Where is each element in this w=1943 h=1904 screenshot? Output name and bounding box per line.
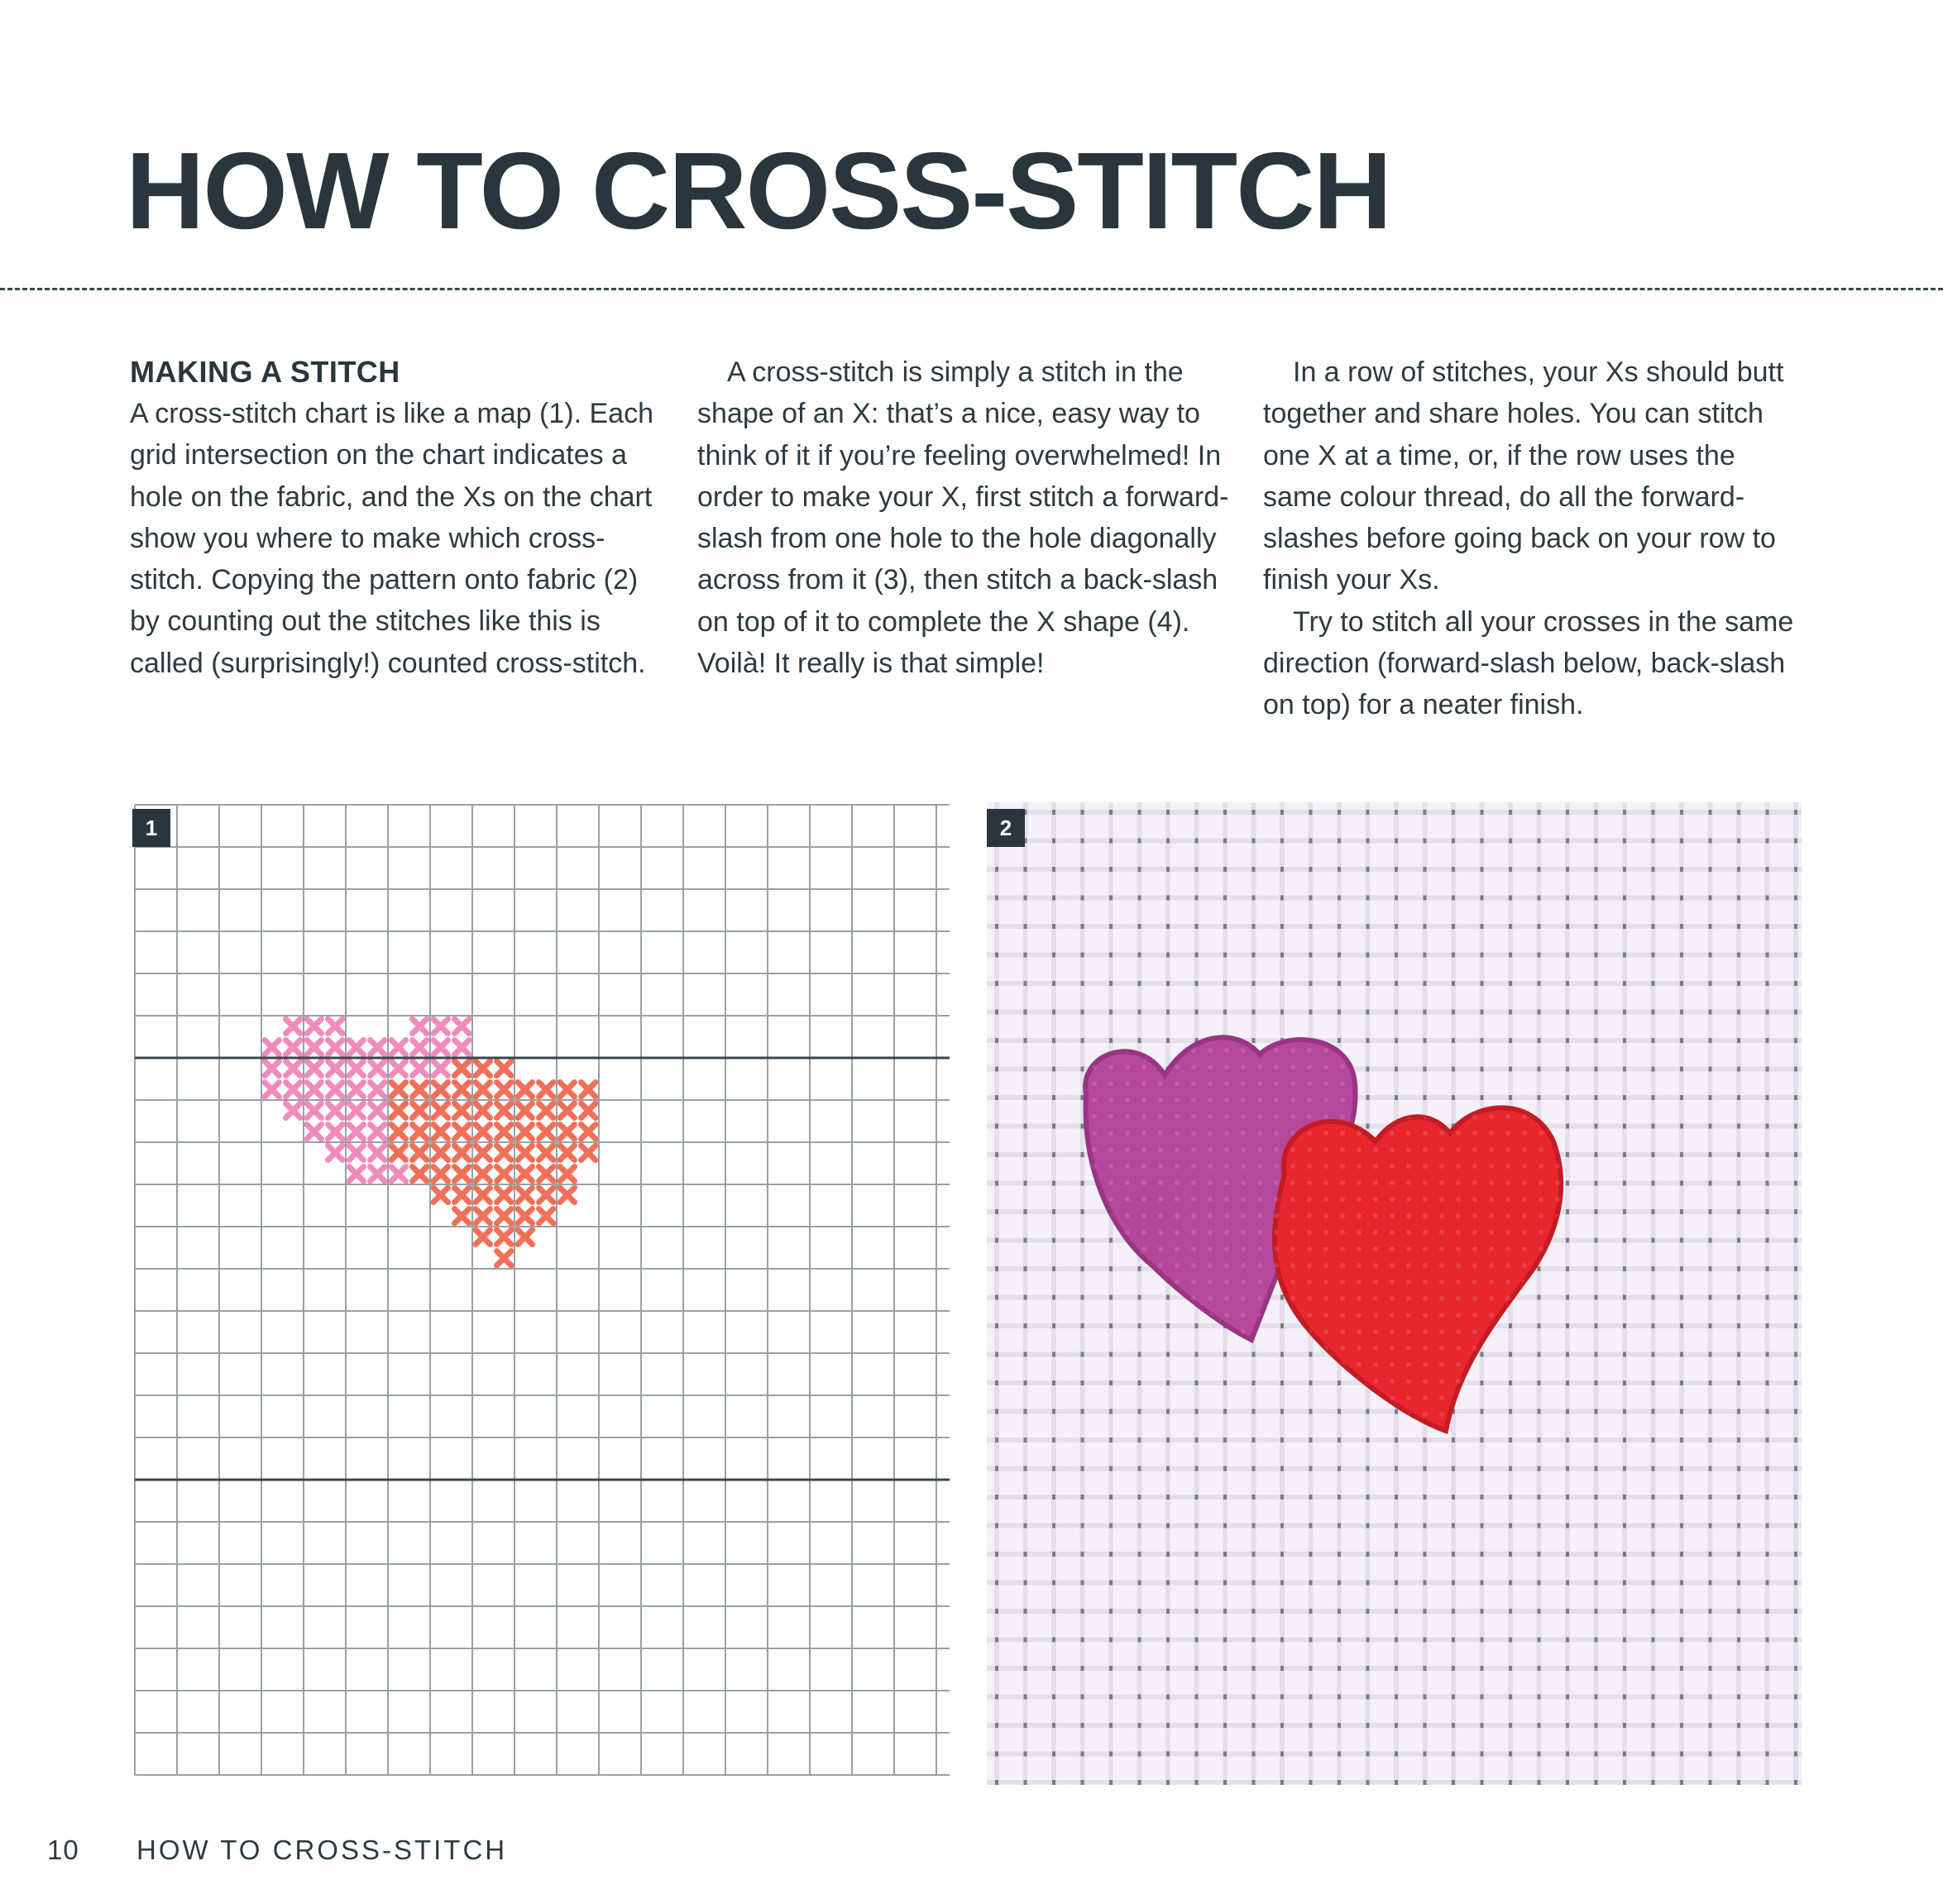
paragraph: A cross-stitch chart is like a map (1). Each grid intersection on the chart indicates a hole on the fabric, and the Xs on the chart show you where to make which cross-stitch. Copying the pattern onto fabric (2) by counting out the stitches like this is called (surprisingly!) counted cross-stitch. <box>130 398 653 679</box>
section-heading: MAKING A STITCH <box>130 355 400 389</box>
paragraph: In a row of stitches, your Xs should butt together and share holes. You can stitch one X at a time, or, if the row uses the same colour thread, do all the forward-slashes before going back on your row to finish your Xs. <box>1263 356 1784 596</box>
text-column-3 <box>1263 352 1805 726</box>
figure-number-badge: 2 <box>987 809 1025 847</box>
figure-chart <box>132 802 950 1785</box>
text-column-2 <box>697 352 1239 684</box>
cross-stitch-chart <box>132 802 950 1785</box>
paragraph: Try to stitch all your crosses in the same direction (forward-slash below, back-slash on top) for a neater finish. <box>1263 605 1794 721</box>
page-number: 10 <box>47 1835 79 1865</box>
dashed-divider <box>0 288 1943 290</box>
figure-fabric <box>987 802 1802 1785</box>
paragraph: A cross-stitch is simply a stitch in the shape of an X: that’s a nice, easy way to think of it if you’re feeling overwhelmed! In order to make your X, first stitch a forward-slash from one hole to the hole diagonally across from it (3), then stitch a back-slash on top of it to complete the X shape (4). Voilà! It really is that simple! <box>697 356 1229 680</box>
chart-background <box>132 802 950 1785</box>
stitched-fabric-photo <box>987 802 1802 1785</box>
figure-number-badge: 1 <box>132 809 170 847</box>
running-head: HOW TO CROSS-STITCH <box>136 1835 508 1865</box>
page-title: HOW TO CROSS-STITCH <box>126 130 1390 251</box>
text-column-1 <box>130 352 672 684</box>
